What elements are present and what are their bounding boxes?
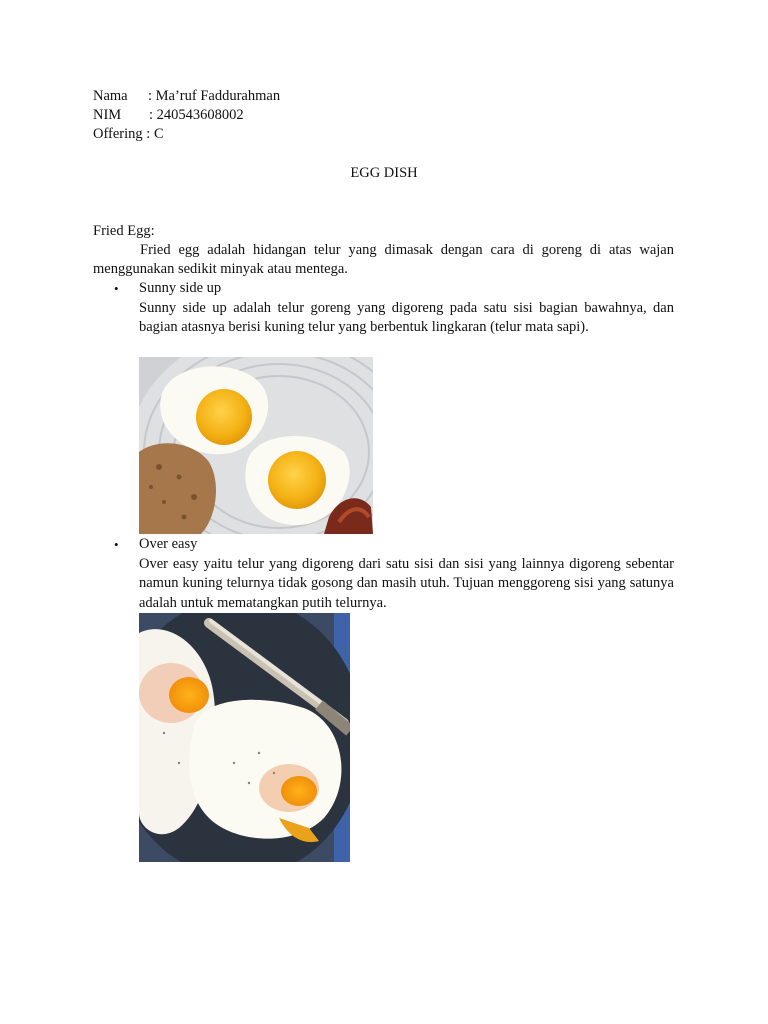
sunny-side-up-photo — [139, 357, 373, 534]
intro-text: Fried egg adalah hidangan telur yang dimasak dengan cara di goreng di atas wajan menggunakan sedikit minyak atau mentega. — [93, 242, 674, 278]
offering-label: Offering — [93, 126, 143, 142]
item-text-sunny-side-up: Sunny side up adalah telur goreng yang digoreng pada satu sisi bagian bawahnya, dan bagian atasnya berisi kuning telur yang berbentuk lingkaran (telur mata sapi). — [139, 300, 674, 336]
section-heading: Fried Egg: — [93, 223, 155, 239]
nama-value: : Ma’ruf Faddurahman — [148, 88, 281, 104]
nim-value: : 240543608002 — [149, 107, 244, 123]
header-offering-row — [93, 125, 164, 144]
item-title-sunny-side-up: Sunny side up — [139, 280, 222, 296]
nama-label: Nama — [93, 88, 128, 104]
header-nama-row — [93, 87, 280, 106]
header-nim-row — [93, 106, 244, 125]
bullet-marker: • — [114, 281, 119, 296]
item-text-over-easy: Over easy yaitu telur yang digoreng dari satu sisi dan sisi yang lainnya digoreng sebentar namun kuning telurnya tidak gosong dan masih utuh. Tujuan menggoreng sisi yang satunya adalah untuk mematangkan putih telurnya. — [139, 556, 674, 611]
page-title: EGG DISH — [350, 165, 418, 181]
section-intro — [93, 241, 674, 280]
bullet-marker: • — [114, 537, 119, 552]
offering-value: : C — [146, 126, 164, 142]
over-easy-photo — [139, 613, 350, 862]
nim-label: NIM — [93, 107, 122, 123]
item-title-over-easy: Over easy — [139, 536, 198, 552]
